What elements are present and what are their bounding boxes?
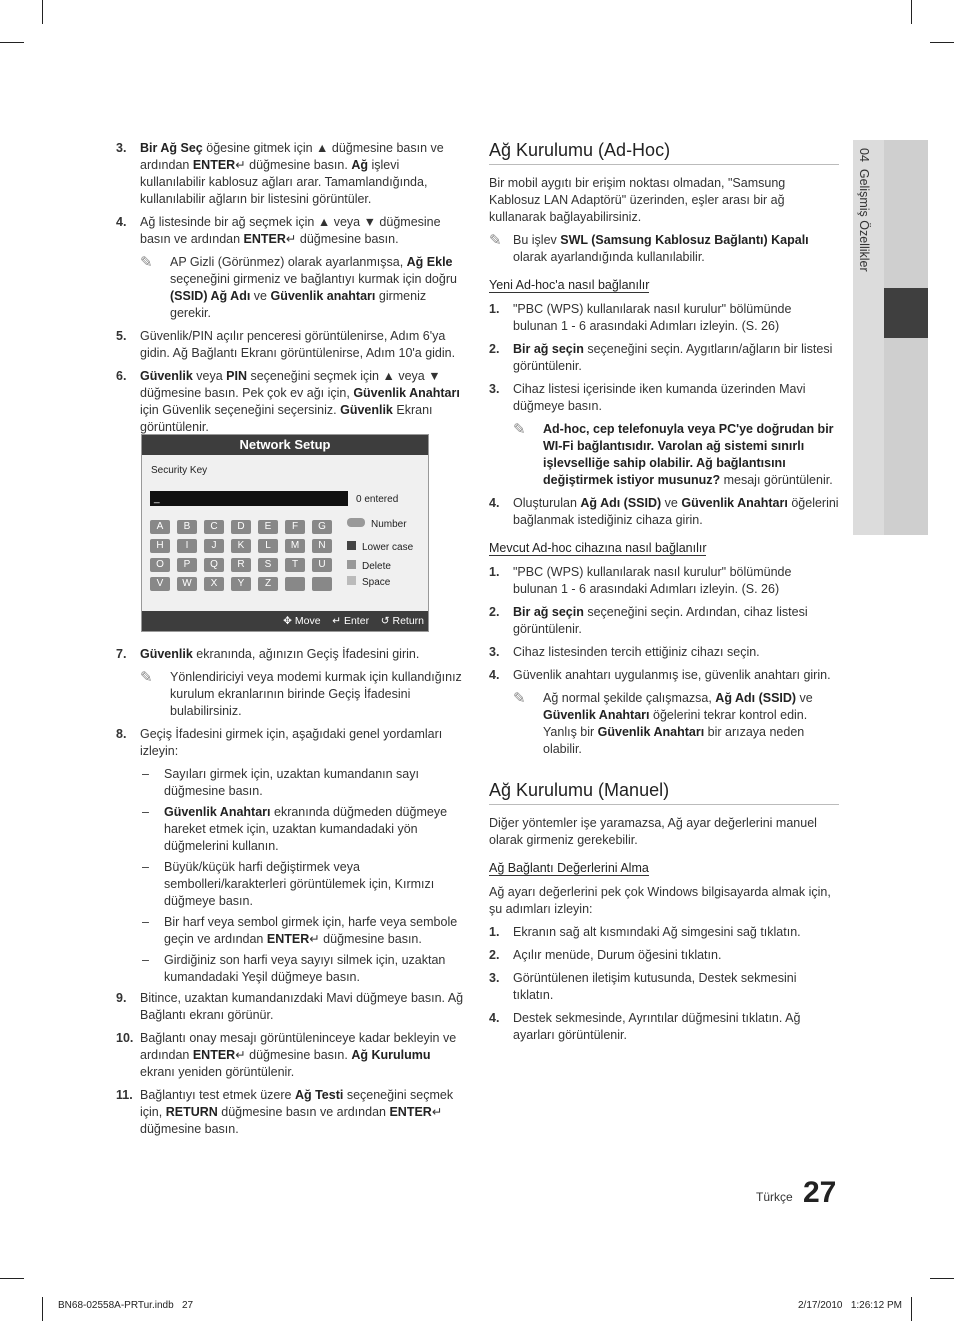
step-5: 5. Güvenlik/PIN açılır penceresi görüntülenirse, Adım 6'ya gidin. Ağ Bağlantı Ekranı görüntülenirse, Adım 10'a gidin. bbox=[116, 329, 456, 360]
step-8: 8. Geçiş İfadesini girmek için, aşağıdaki genel yordamları izleyin: bbox=[116, 727, 443, 758]
key-B[interactable]: B bbox=[177, 520, 197, 534]
procedure-item: – Bir harf veya sembol girmek için, harfe veya sembole geçin ve ardından ENTER↵ düğmesine basın. bbox=[142, 915, 458, 946]
space-option[interactable]: Space bbox=[347, 576, 390, 588]
key-Z[interactable]: Z bbox=[258, 577, 278, 591]
adhoc-intro: Bir mobil aygıtı bir erişim noktası olmadan, "Samsung Kablosuz LAN Adaptörü" üzerinden, eşler arası bir ağ kullanarak bağlayabilirsiniz. bbox=[489, 176, 786, 224]
new-adhoc-steps bbox=[489, 301, 839, 415]
note: ✎ AP Gizli (Görünmez) olarak ayarlanmışsa, Ağ Ekle seçeneğini girmeniz ve bağlantıyı kurmak için doğru (SSID) Ağ Adı ve Güvenlik anahtarı girmeniz gerekir. bbox=[140, 254, 457, 320]
footer-date: 2/17/2010 1:26:12 PM bbox=[798, 1300, 902, 1311]
key-L[interactable]: L bbox=[258, 539, 278, 553]
tab-block bbox=[884, 140, 928, 288]
list-item: 1. Ekranın sağ alt kısmındaki Ağ simgesini sağ tıklatın. bbox=[489, 925, 801, 939]
pencil-icon: ✎ bbox=[140, 669, 153, 686]
security-key-label: Security Key bbox=[151, 465, 208, 476]
key-blank[interactable] bbox=[312, 577, 332, 591]
panel-title: Network Setup bbox=[142, 435, 428, 455]
delete-option[interactable]: Delete bbox=[347, 560, 391, 572]
step-3: 3. Bir Ağ Seç öğesine gitmek için ▲ düğmesine basın ve ardından ENTER↵ düğmesine basın. Ağ işlevi kullanılabilir kablosuz ağları arar. Tamamlandığında, kullanılabilir ağların bir listesini görüntüler. bbox=[116, 141, 444, 206]
left-column-lower bbox=[116, 646, 466, 1144]
note: ✎ Bu işlev SWL (Samsung Kablosuz Bağlantı) Kapalı olarak ayarlandığında kullanılabilir. bbox=[489, 232, 809, 264]
page-number: 27 bbox=[803, 1176, 837, 1209]
note: ✎ Ağ normal şekilde çalışmazsa, Ağ Adı (SSID) ve Güvenlik Anahtarı öğelerini tekrar kontrol edin. Yanlış bir Güvenlik Anahtarı bir arızaya neden olabilir. bbox=[513, 690, 813, 756]
list-item: 2. Bir ağ seçin seçeneğini seçin. Ardından, cihaz listesi görüntülenir. bbox=[489, 605, 808, 636]
network-setup-panel bbox=[141, 434, 429, 632]
subheading-new-adhoc: Yeni Ad-hoc'a nasıl bağlanılır bbox=[489, 278, 650, 292]
list-item: 1. "PBC (WPS) kullanılarak nasıl kurulur" bölümünde bulunan 1 - 6 arasındaki Adımları izleyin. (S. 26) bbox=[489, 302, 792, 333]
new-adhoc-step-4-wrap bbox=[489, 495, 839, 529]
procedure-item: – Sayıları girmek için, uzaktan kumandanın sayı düğmesine basın. bbox=[142, 767, 419, 798]
key-K[interactable]: K bbox=[231, 539, 251, 553]
step-4: 4. Ağ listesinde bir ağ seçmek için ▲ veya ▼ düğmesine basın ve ardından ENTER↵ düğmesine basın. bbox=[116, 215, 441, 246]
key-Q[interactable]: Q bbox=[204, 558, 224, 572]
key-J[interactable]: J bbox=[204, 539, 224, 553]
list-item: 3. Görüntülenen iletişim kutusunda, Destek sekmesini tıklatın. bbox=[489, 971, 797, 1002]
right-column bbox=[489, 140, 839, 1050]
procedure-item: – Girdiğiniz son harfi veya sayıyı silmek için, uzaktan kumandadaki Yeşil düğmeye basın. bbox=[142, 953, 446, 984]
enter-icon: ↵ bbox=[332, 615, 342, 627]
key-M[interactable]: M bbox=[285, 539, 305, 553]
note: ✎ Ad-hoc, cep telefonuyla veya PC'ye doğrudan bir WI-Fi bağlantısıdır. Varolan ağ sistemi sınırlı işlevselliğe sahip olabilir. Ağ bağlantısını değiştirmek istiyor musunuz? mesajı görüntülenir. bbox=[513, 421, 834, 487]
procedure-item: – Büyük/küçük harfi değiştirmek veya sembolleri/karakterleri görüntülemek için, Kırmızı düğmeye basın. bbox=[142, 860, 435, 908]
crop-mark bbox=[0, 1278, 24, 1279]
key-F[interactable]: F bbox=[285, 520, 305, 534]
pencil-icon: ✎ bbox=[140, 254, 153, 271]
key-blank[interactable] bbox=[285, 577, 305, 591]
pencil-icon: ✎ bbox=[489, 232, 502, 249]
crop-mark bbox=[42, 0, 43, 24]
key-A[interactable]: A bbox=[150, 520, 170, 534]
list-item: 3. Cihaz listesinden tercih ettiğiniz cihazı seçin. bbox=[489, 645, 760, 659]
chapter-tab bbox=[853, 140, 928, 535]
key-P[interactable]: P bbox=[177, 558, 197, 572]
key-C[interactable]: C bbox=[204, 520, 224, 534]
tab-block-active bbox=[884, 288, 928, 338]
key-U[interactable]: U bbox=[312, 558, 332, 572]
entered-count: 0 entered bbox=[356, 494, 399, 505]
crop-mark bbox=[930, 42, 954, 43]
values-intro: Ağ ayarı değerlerini pek çok Windows bilgisayarda almak için, şu adımları izleyin: bbox=[489, 885, 831, 916]
key-V[interactable]: V bbox=[150, 577, 170, 591]
step-9: 9. Bitince, uzaktan kumandanızdaki Mavi düğmeye basın. Ağ Bağlantı ekranı görünür. bbox=[116, 991, 464, 1022]
key-T[interactable]: T bbox=[285, 558, 305, 572]
number-option[interactable]: Number bbox=[347, 518, 407, 530]
values-steps bbox=[489, 924, 839, 1044]
step-10: 10. Bağlantı onay mesajı görüntüleninceye kadar bekleyin ve ardından ENTER↵ düğmesine basın. Ağ Kurulumu ekranı yeniden görüntülenir. bbox=[116, 1031, 457, 1079]
pencil-icon: ✎ bbox=[513, 421, 526, 438]
security-key-input[interactable]: _ bbox=[150, 491, 348, 506]
crop-mark bbox=[911, 0, 912, 24]
step-7: 7. Güvenlik ekranında, ağınızın Geçiş İfadesini girin. bbox=[116, 647, 420, 661]
footer-file: BN68-02558A-PRTur.indb 27 bbox=[58, 1300, 194, 1311]
manual-intro: Diğer yöntemler işe yaramazsa, Ağ ayar değerlerini manuel olarak girmeniz gerekebilir. bbox=[489, 816, 817, 847]
tab-block bbox=[884, 338, 928, 535]
chapter-label: 04 Gelişmiş Özellikler bbox=[857, 148, 871, 272]
procedure-item: – Güvenlik Anahtarı ekranında düğmeden düğmeye hareket etmek için, uzaktan kumandadaki yön düğmelerini kullanın. bbox=[142, 805, 448, 853]
list-item: 1. "PBC (WPS) kullanılarak nasıl kurulur" bölümünde bulunan 1 - 6 arasındaki Adımları izleyin. (S. 26) bbox=[489, 565, 792, 596]
list-item: 3. Cihaz listesi içerisinde iken kumanda üzerinden Mavi düğmeye basın. bbox=[489, 382, 806, 413]
key-W[interactable]: W bbox=[177, 577, 197, 591]
note: ✎ Yönlendiriciyi veya modemi kurmak için kullandığınız kurulum ekranlarının birinde Geçiş İfadesini bulabilirsiniz. bbox=[140, 669, 462, 718]
list-item: 4. Destek sekmesinde, Ayrıntılar düğmesini tıklatın. Ağ ayarları görüntülenir. bbox=[489, 1011, 801, 1042]
procedure-list bbox=[140, 766, 466, 986]
left-column bbox=[116, 140, 466, 442]
step-6: 6. Güvenlik veya PIN seçeneğini seçmek için ▲ veya ▼ düğmesine basın. Pek çok ev ağı için, Güvenlik Anahtarı için Güvenlik seçeneğini seçersiniz. Güvenlik Ekranı görüntülenir. bbox=[116, 369, 460, 434]
lower-case-option[interactable]: Lower case bbox=[347, 541, 413, 553]
page-language: Türkçe bbox=[756, 1190, 793, 1204]
return-icon: ↺ bbox=[380, 615, 390, 627]
crop-mark bbox=[42, 1297, 43, 1321]
crop-mark bbox=[930, 1278, 954, 1279]
key-N[interactable]: N bbox=[312, 539, 332, 553]
subheading-values: Ağ Bağlantı Değerlerini Alma bbox=[489, 861, 649, 875]
list-item: 2. Açılır menüde, Durum öğesini tıklatın. bbox=[489, 948, 722, 962]
list-item: 4. Oluşturulan Ağ Adı (SSID) ve Güvenlik Anahtarı öğelerini bağlanmak istediğiniz cihaza girin. bbox=[489, 496, 839, 527]
key-E[interactable]: E bbox=[258, 520, 278, 534]
section-heading-adhoc: Ağ Kurulumu (Ad-Hoc) bbox=[489, 140, 839, 165]
list-item: 2. Bir ağ seçin seçeneğini seçin. Aygıtların/ağların bir listesi görüntülenir. bbox=[489, 342, 833, 373]
key-H[interactable]: H bbox=[150, 539, 170, 553]
crop-mark bbox=[0, 42, 24, 43]
key-S[interactable]: S bbox=[258, 558, 278, 572]
chapter-label-strip bbox=[853, 140, 884, 535]
crop-mark bbox=[911, 1297, 912, 1321]
key-I[interactable]: I bbox=[177, 539, 197, 553]
existing-adhoc-steps bbox=[489, 564, 839, 684]
subheading-existing-adhoc: Mevcut Ad-hoc cihazına nasıl bağlanılır bbox=[489, 541, 707, 555]
step-11: 11. Bağlantıyı test etmek üzere Ağ Testi seçeneğini seçmek için, RETURN düğmesine basın ve ardından ENTER↵ düğmesine basın. bbox=[116, 1088, 454, 1136]
key-X[interactable]: X bbox=[204, 577, 224, 591]
section-heading-manual: Ağ Kurulumu (Manuel) bbox=[489, 780, 839, 805]
move-icon: ✥ bbox=[283, 615, 292, 627]
panel-hint-bar: ✥ Move ↵ Enter ↺ Return bbox=[142, 611, 428, 631]
key-Y[interactable]: Y bbox=[231, 577, 251, 591]
list-item: 4. Güvenlik anahtarı uygulanmış ise, güvenlik anahtarı girin. bbox=[489, 668, 831, 682]
key-O[interactable]: O bbox=[150, 558, 170, 572]
key-R[interactable]: R bbox=[231, 558, 251, 572]
pencil-icon: ✎ bbox=[513, 690, 526, 707]
key-D[interactable]: D bbox=[231, 520, 251, 534]
key-G[interactable]: G bbox=[312, 520, 332, 534]
